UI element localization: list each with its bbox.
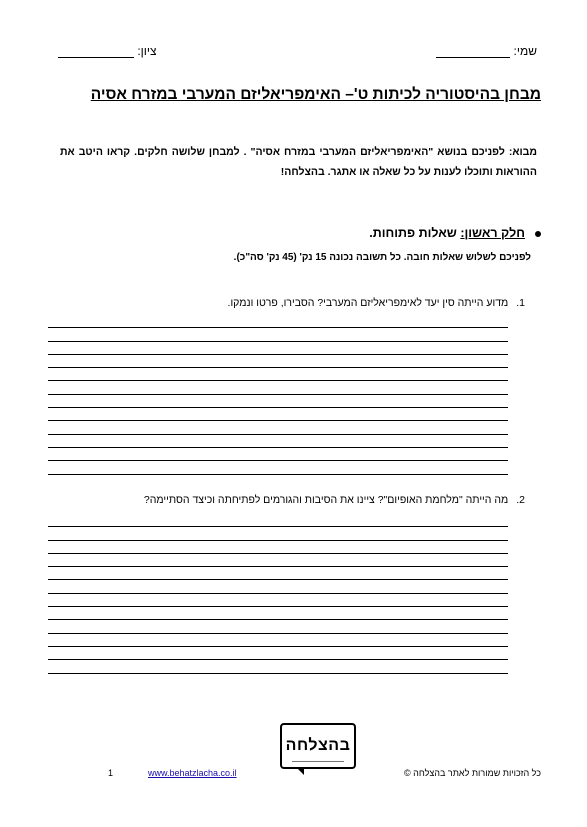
name-field	[436, 44, 537, 58]
question-number: 2.	[516, 494, 525, 506]
question-1	[228, 297, 525, 309]
question-2	[144, 494, 525, 506]
question-text: מדוע הייתה סין יעד לאימפריאליזם המערבי? הסבירו, פרטו ונמקו.	[227, 297, 509, 309]
grade-field	[58, 44, 157, 58]
logo-underline	[292, 761, 344, 764]
grade-blank-line[interactable]	[58, 45, 134, 58]
part1-instructions: לפניכם לשלוש שאלות חובה. כל תשובה נכונה 15 נק' (45 נק' סה"כ).	[233, 252, 531, 263]
intro-paragraph: מבוא: לפניכם בנושא "האימפריאליזם המערבי במזרח אסיה" . למבחן שלושה חלקים. קראו היטב את ההוראות ותוכלו לענות על כל שאלה או אתגר. בהצלחה!	[60, 146, 537, 178]
answer-lines-2[interactable]	[48, 514, 508, 674]
part1-heading	[369, 226, 541, 240]
question-text: מה הייתה "מלחמת האופיום"? ציינו את הסיבות והגורמים לפתיחתה וכיצד הסתיימה?	[143, 494, 509, 506]
site-link[interactable]: www.behatzlacha.co.il	[148, 768, 237, 778]
name-label: שמי:	[513, 44, 537, 58]
answer-lines-1[interactable]	[48, 315, 508, 475]
question-number: 1.	[516, 297, 525, 309]
copyright-notice: כל הזכויות שמורות לאתר בהצלחה ©	[404, 768, 541, 778]
name-blank-line[interactable]	[436, 45, 510, 58]
logo-text: בהצלחה	[285, 737, 351, 754]
grade-label: ציון:	[137, 44, 157, 58]
part1-heading-rest: שאלות פתוחות.	[369, 226, 461, 240]
bullet-icon	[535, 231, 541, 237]
page-title: מבחן בהיסטוריה לכיתות ט'– האימפריאליזם המערבי במזרח אסיה	[90, 86, 541, 103]
page-number: 1	[108, 768, 114, 778]
speech-bubble-tail-icon	[296, 767, 304, 775]
part1-heading-label: חלק ראשון:	[460, 226, 525, 240]
site-logo	[280, 723, 356, 769]
